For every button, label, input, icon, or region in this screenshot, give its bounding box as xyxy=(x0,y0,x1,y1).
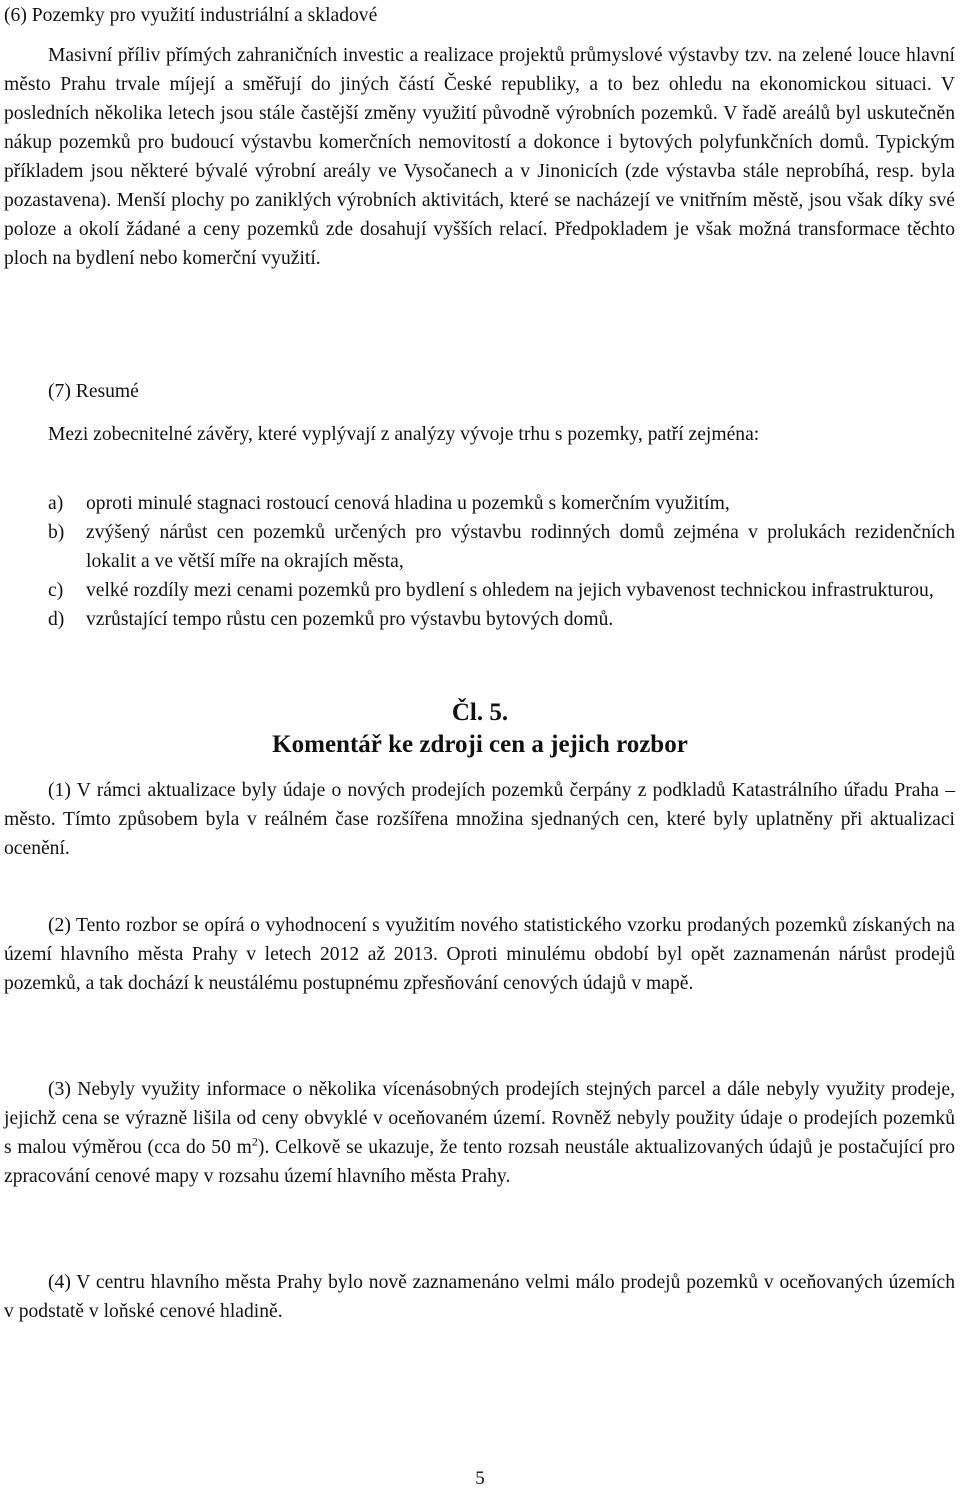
list-item-label: a) xyxy=(48,493,64,514)
list-item-label: d) xyxy=(48,609,65,630)
list-item-text: vzrůstající tempo růstu cen pozemků pro výstavbu bytových domů. xyxy=(86,609,614,630)
paragraph-3 xyxy=(4,1075,955,1191)
section-7-intro: Mezi zobecnitelné závěry, které vyplývají z analýzy vývoje trhu s pozemky, patří zejména: xyxy=(48,424,760,445)
list-item-text: oproti minulé stagnaci rostoucí cenová hladina u pozemků s komerčním využitím, xyxy=(86,493,730,514)
section-7-heading: (7) Resumé xyxy=(48,381,139,402)
paragraph-3-text-b: ). Celkově se ukazuje, že tento rozsah neustále aktualizovaných údajů je postačující pro zpracování cenové mapy v rozsahu území hlavního města Prahy. xyxy=(4,1137,955,1187)
article-title: Komentář ke zdroji cen a jejich rozbor xyxy=(272,731,688,758)
list-item xyxy=(4,605,955,634)
section-6-paragraph: Masivní příliv přímých zahraničních investic a realizace projektů průmyslové výstavby tzv. na zelené louce hlavní město Prahu trvale míjejí a směřují do jiných částí České republiky, a to bez ohledu na ekonomickou situaci. V posledních několika letech jsou stále častější změny využití původně výrobních pozemků. V řadě areálů byl uskutečněn nákup pozemků pro budoucí výstavbu komerčních nemovitostí a dokonce i bytových polyfunkčních domů. Typickým příkladem jsou některé bývalé výrobní areály ve Vysočanech a v Jinonicích (zde výstavba stále neprobíhá, resp. byla pozastavena). Menší plochy po zaniklých výrobních aktivitách, které se nacházejí ve vnitřním městě, jsou však díky své poloze a okolí žádané a ceny pozemků zde dosahují vyšších relací. Předpokladem je však možná transformace těchto ploch na bydlení nebo komerční využití. xyxy=(4,45,955,269)
list-item-text: zvýšený nárůst cen pozemků určených pro výstavbu rodinných domů zejména v prolukách rezidenčních lokalit a ve větší míře na okrajích města, xyxy=(86,522,955,572)
list-item-label: c) xyxy=(48,580,64,601)
page-number: 5 xyxy=(475,1468,485,1489)
paragraph-4: (4) V centru hlavního města Prahy bylo nově zaznamenáno velmi málo prodejů pozemků v oceňovaných územích v podstatě v loňské cenové hladině. xyxy=(4,1272,955,1322)
paragraph-3-text-a: (3) Nebyly využity informace o několika vícenásobných prodejích stejných parcel a dále nebyly využity prodeje, jejichž cena se výrazně lišila od ceny obvyklé v oceňovaném území. Rovněž nebyly použity údaje o prodejích pozemků s malou výměrou (cca do 50 m xyxy=(4,1079,955,1158)
article-number: Čl. 5. xyxy=(451,699,509,726)
list-item xyxy=(4,518,955,576)
list-item xyxy=(4,489,955,518)
paragraph-1: (1) V rámci aktualizace byly údaje o nových prodejích pozemků čerpány z podkladů Katastrálního úřadu Praha – město. Tímto způsobem byla v reálném čase rozšířena množina sjednaných cen, které byly uplatněny při aktualizaci ocenění. xyxy=(4,780,955,859)
paragraph-2: (2) Tento rozbor se opírá o vyhodnocení s využitím nového statistického vzorku prodaných pozemků získaných na území hlavního města Prahy v letech 2012 až 2013. Oproti minulému období byl opět zaznamenán nárůst prodejů pozemků, a tak dochází k neustálému postupnému zpřesňování cenových údajů v mapě. xyxy=(4,915,955,994)
section-6-heading: (6) Pozemky pro využití industriální a skladové xyxy=(4,5,378,26)
list-item-text: velké rozdíly mezi cenami pozemků pro bydlení s ohledem na jejich vybavenost technickou infrastrukturou, xyxy=(86,580,934,601)
resume-list xyxy=(4,489,955,634)
list-item-label: b) xyxy=(48,522,65,543)
superscript-2: 2 xyxy=(251,1134,258,1149)
list-item xyxy=(4,576,955,605)
